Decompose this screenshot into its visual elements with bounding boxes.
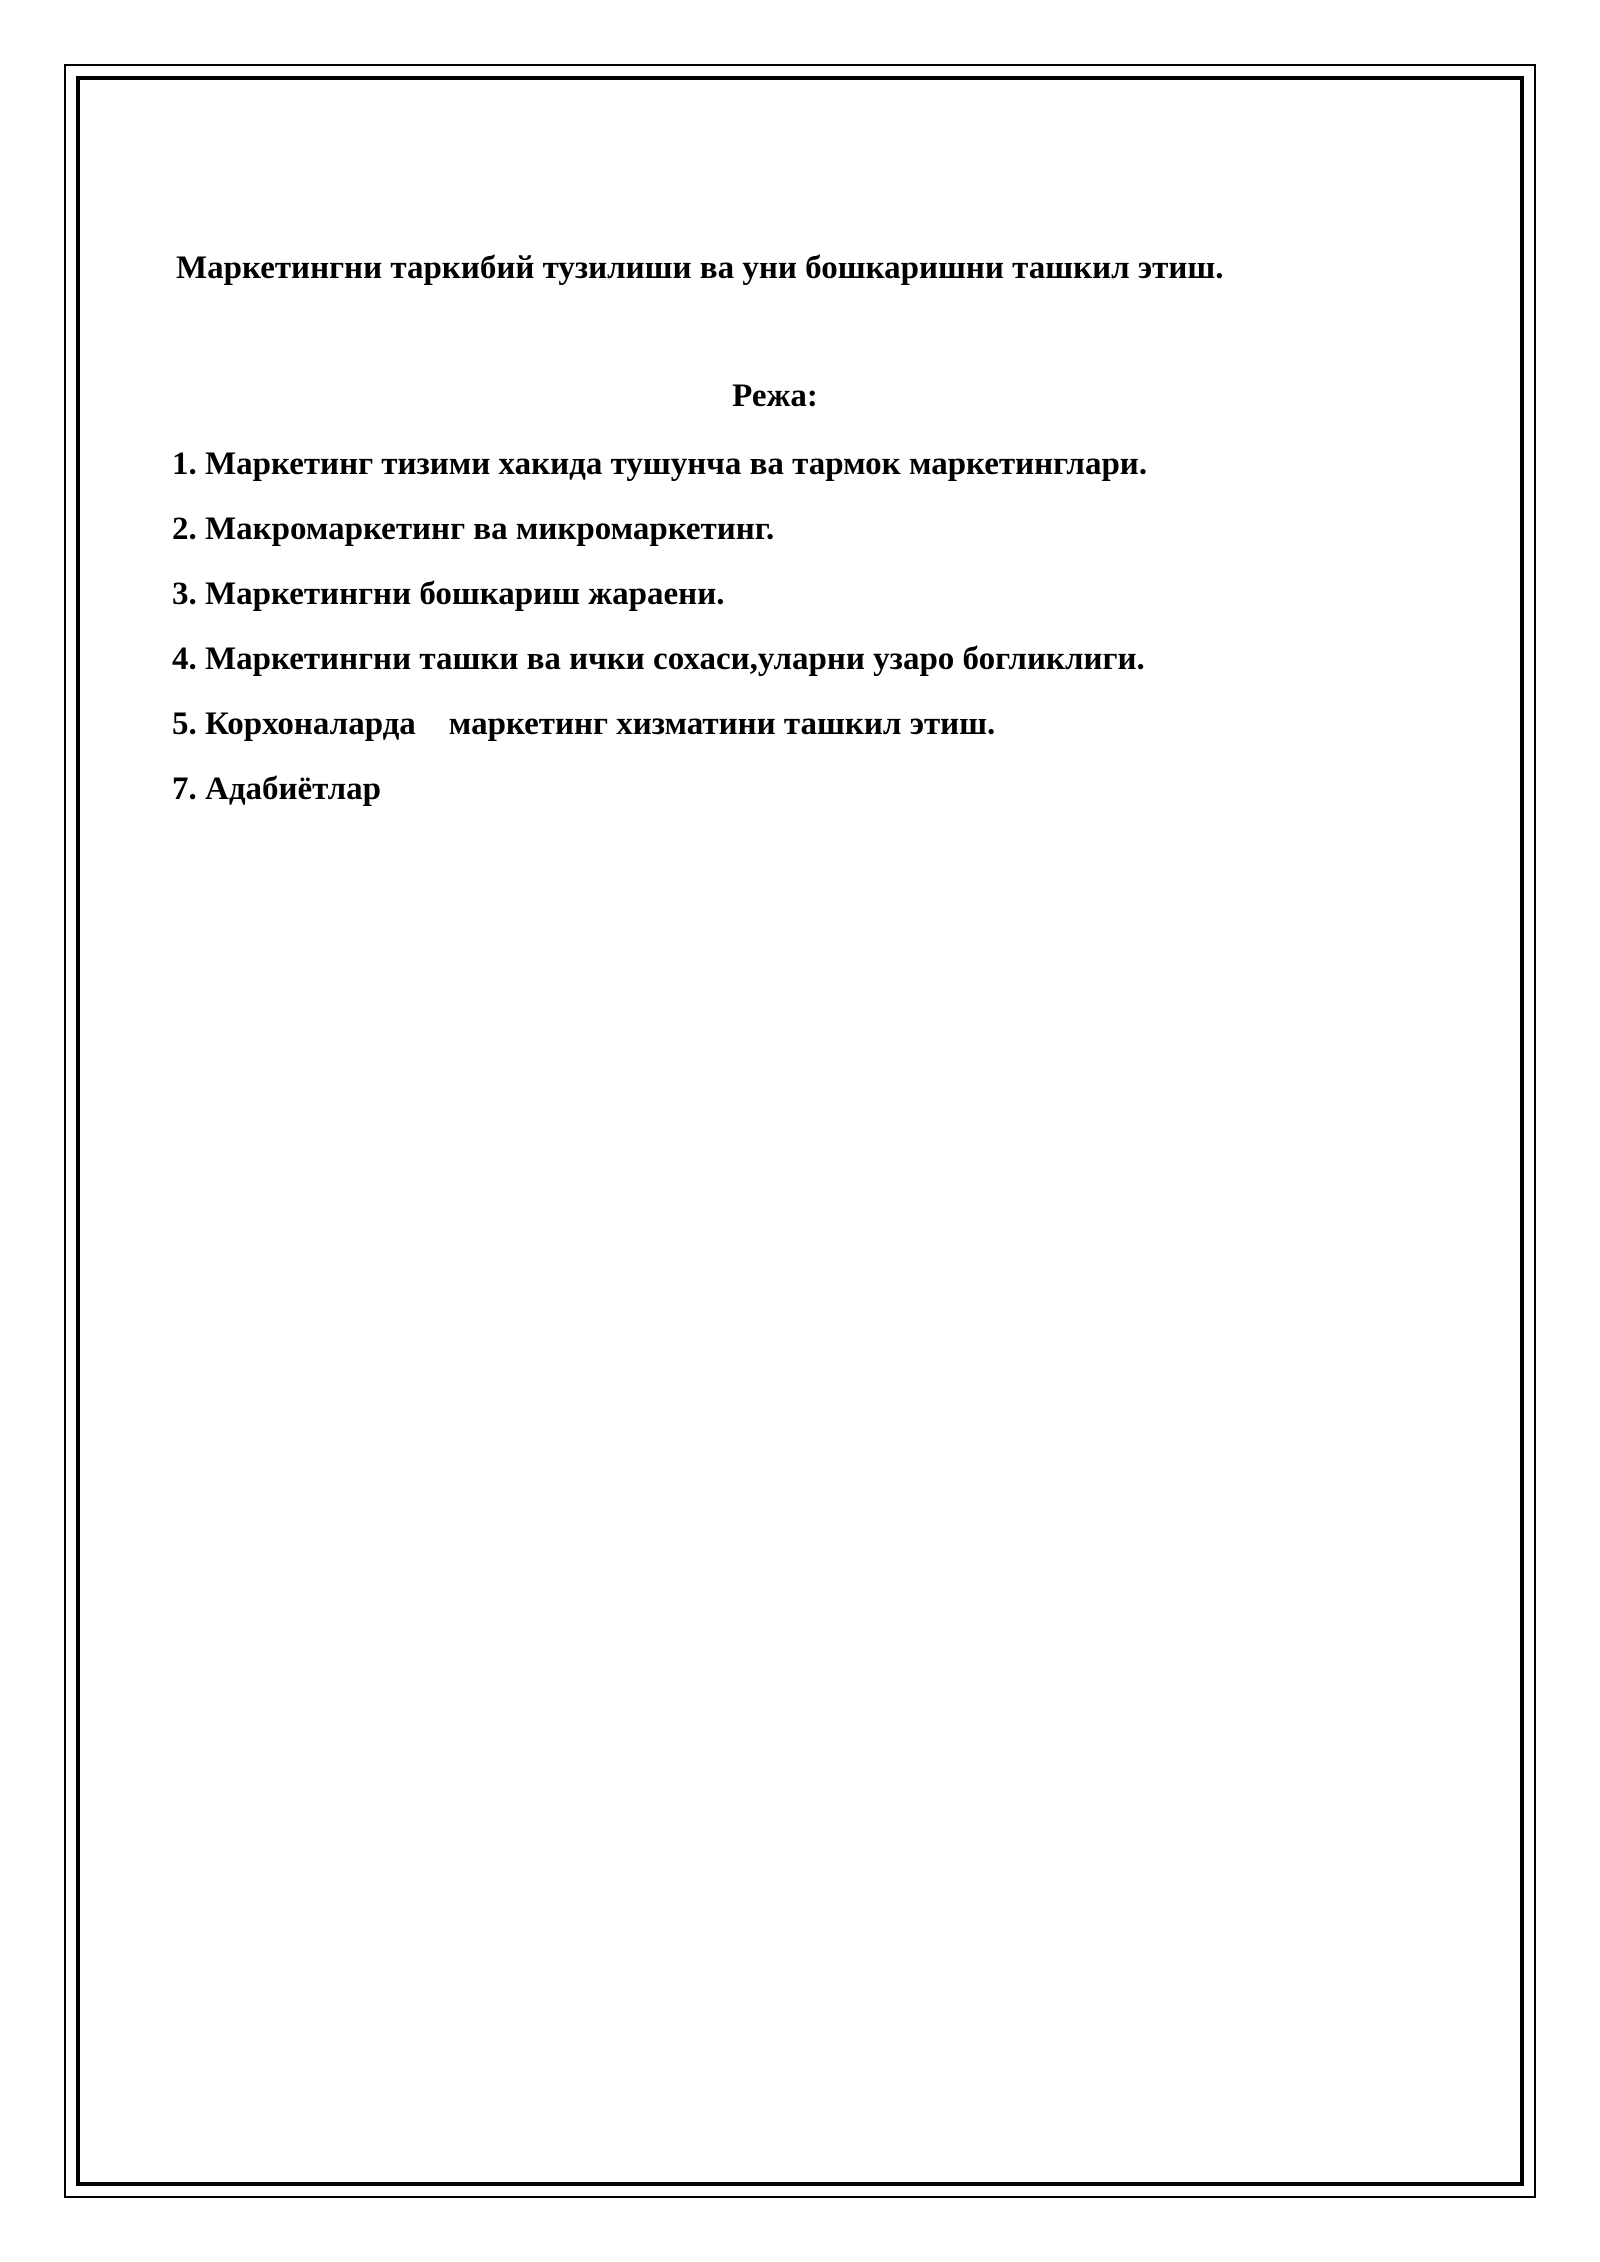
document-title: Маркетингни таркибий тузилиши ва уни бошкаришни ташкил этиш. [176, 250, 1224, 286]
plan-item: 1. Маркетинг тизими хакида тушунча ва тармок маркетинглари. [172, 446, 1148, 482]
plan-list [172, 440, 1422, 830]
plan-item: 4. Маркетингни ташки ва ички сохаси,уларни узаро богликлиги. [172, 641, 1145, 677]
plan-item: 5. Корхоналарда маркетинг хизматини ташкил этиш. [172, 706, 996, 742]
plan-heading: Режа: [732, 378, 818, 414]
plan-item: 2. Макромаркетинг ва микромаркетинг. [172, 511, 775, 547]
plan-item: 3. Маркетингни бошкариш жараени. [172, 576, 725, 612]
plan-item: 7. Адабиётлар [172, 771, 381, 807]
